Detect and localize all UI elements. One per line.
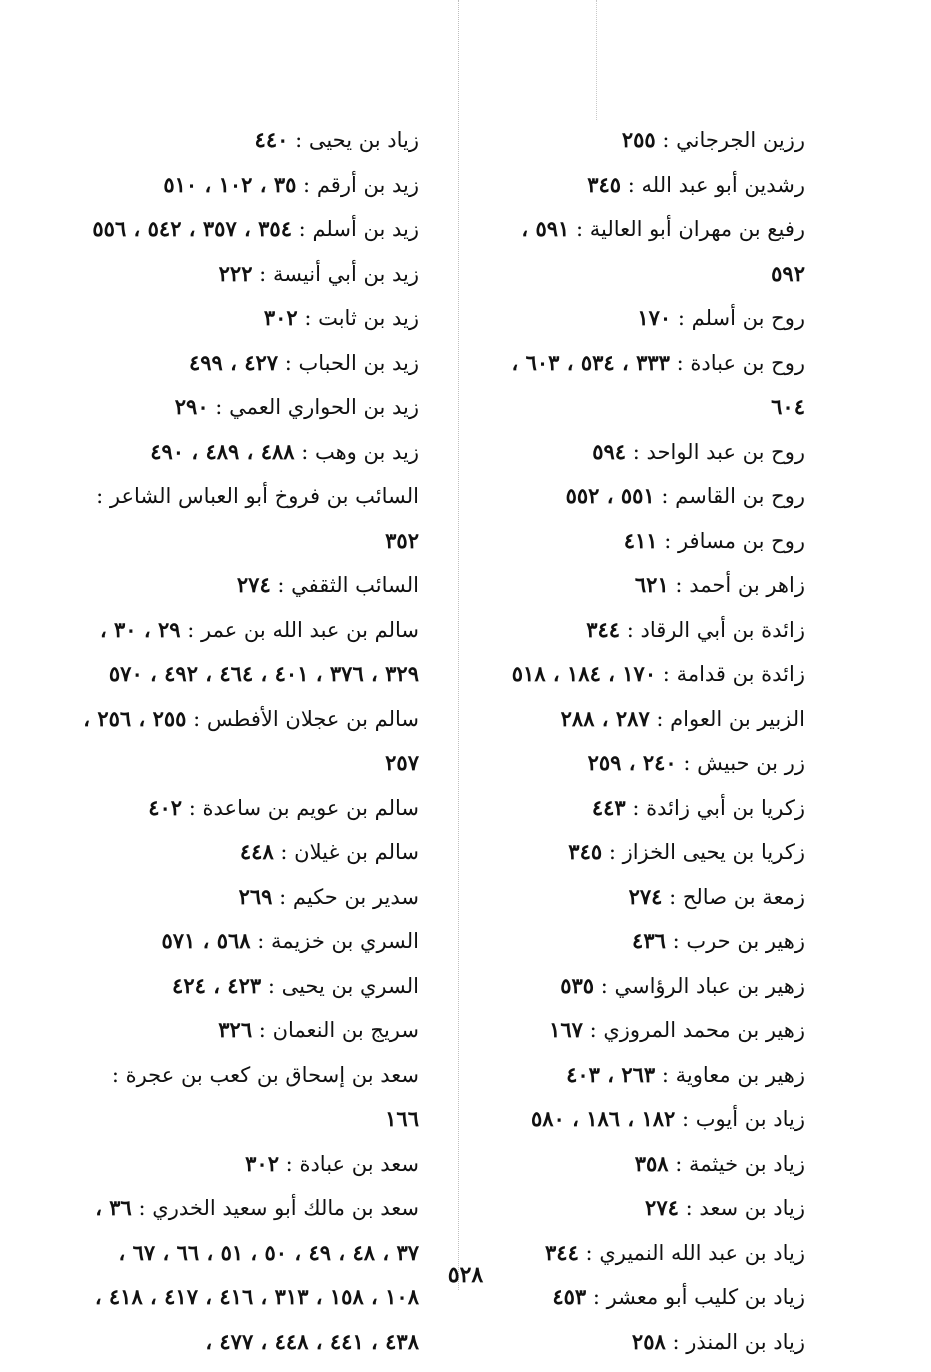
- entry-pages: ٢٦٩: [238, 883, 273, 909]
- index-entry: [490, 919, 805, 964]
- index-entry: [490, 1320, 805, 1365]
- entry-name: سالم بن عويم بن ساعدة: [202, 795, 419, 820]
- entry-pages: ٤٨٨ ، ٤٨٩ ، ٤٩٠: [150, 438, 295, 464]
- entry-name: روح بن أسلم: [691, 306, 805, 330]
- entry-separator: :: [252, 261, 273, 286]
- entry-pages: ٢٧٤: [628, 883, 663, 909]
- entry-pages: ٤١١: [623, 527, 658, 553]
- entry-name: سالم بن عبد الله بن عمر: [201, 617, 419, 642]
- index-entry: [490, 608, 805, 653]
- entry-separator: :: [297, 306, 319, 330]
- entry-separator: :: [668, 1151, 690, 1176]
- entry-separator: :: [582, 1018, 604, 1042]
- entry-separator: :: [671, 306, 692, 330]
- entry-pages: ٣٥٢: [385, 527, 419, 553]
- index-entry: [79, 1008, 419, 1053]
- entry-separator: :: [655, 128, 677, 152]
- entry-name: روح بن عبادة: [690, 350, 805, 375]
- entry-pages: ٣٢٦: [218, 1017, 253, 1042]
- index-entry: [490, 296, 805, 341]
- index-entry: [79, 608, 419, 697]
- index-entry: [490, 741, 805, 786]
- entry-name: سدير بن حكيم: [292, 884, 419, 909]
- entry-name: رشدين أبو عبد الله: [641, 172, 805, 197]
- entry-pages: ٤٥٣: [552, 1284, 587, 1309]
- index-entry: [490, 786, 805, 831]
- entry-name: زاهر بن أحمد: [689, 573, 805, 597]
- entry-separator: :: [654, 484, 676, 508]
- entry-name: زكريا بن أبي زائدة: [646, 795, 805, 820]
- index-entry: [490, 341, 805, 430]
- entry-pages: ٥٩١ ، ٥٩٢: [521, 216, 805, 286]
- entry-name: زيد بن أسلم: [312, 217, 419, 241]
- entry-separator: :: [250, 929, 272, 953]
- entry-name: روح بن القاسم: [675, 484, 805, 508]
- entry-pages: ٢٤٠ ، ٢٥٩: [587, 750, 677, 775]
- index-entry: [490, 1008, 805, 1053]
- entry-pages: ٥٥١ ، ٥٥٢: [565, 483, 655, 508]
- index-entry: [490, 1097, 805, 1142]
- entry-pages: ٣٠٢: [263, 305, 298, 330]
- entry-name: زر بن حبيش: [697, 751, 805, 775]
- entry-separator: :: [594, 973, 615, 998]
- entry-name: سعد بن مالك أبو سعيد الخدري: [152, 1196, 419, 1220]
- index-entry: [79, 1053, 419, 1142]
- entry-separator: :: [270, 573, 292, 597]
- index-entry: [79, 296, 419, 341]
- entry-separator: :: [569, 217, 590, 241]
- index-entry: [490, 207, 805, 296]
- entry-separator: :: [578, 1240, 600, 1265]
- index-entry: [79, 118, 419, 163]
- entry-pages: ٢٥٥: [621, 127, 656, 152]
- entry-pages: ٢٨٧ ، ٢٨٨: [560, 705, 650, 731]
- entry-name: زياد بن المنذر: [686, 1329, 805, 1354]
- index-entry: [79, 697, 419, 786]
- entry-name: زيد بن أرقم: [316, 172, 419, 197]
- entry-name: زائدة بن قدامة: [676, 662, 805, 686]
- entry-name: زمعة بن صالح: [682, 884, 805, 909]
- index-entry: [79, 875, 419, 920]
- index-entry: [490, 964, 805, 1009]
- entry-pages: ٤٢٣ ، ٤٢٤: [172, 972, 262, 998]
- entry-name: زيد بن أبي أنيسة: [272, 261, 419, 286]
- entry-pages: ٣٣٣ ، ٥٣٤ ، ٦٠٣ ، ٦٠٤: [511, 349, 805, 419]
- entry-separator: :: [620, 617, 641, 642]
- entry-pages: ٤٢٧ ، ٤٩٩: [188, 349, 279, 375]
- entry-separator: :: [278, 350, 299, 375]
- entry-separator: :: [294, 439, 315, 464]
- index-entry: [490, 163, 805, 208]
- entry-pages: ٢٦٣ ، ٤٠٣: [566, 1061, 656, 1087]
- entry-separator: :: [676, 751, 698, 775]
- entry-separator: :: [665, 929, 687, 953]
- entry-pages: ١٧٠: [637, 305, 672, 330]
- entry-separator: :: [655, 1062, 676, 1087]
- entry-pages: ١٦٧: [549, 1017, 583, 1042]
- entry-pages: ٢٢٢: [218, 260, 253, 286]
- entry-name: السري بن يحيى: [281, 973, 419, 998]
- entry-separator: :: [208, 395, 230, 419]
- entry-name: روح بن عبد الواحد: [646, 439, 805, 464]
- entry-name: زهير بن معاوية: [675, 1062, 805, 1087]
- entry-separator: :: [131, 1196, 153, 1220]
- entry-separator: :: [649, 706, 671, 731]
- entry-separator: :: [665, 1329, 687, 1354]
- entry-pages: ١٨٢ ، ١٨٦ ، ٥٨٠: [531, 1106, 676, 1131]
- entry-name: سعد بن عبادة: [299, 1151, 419, 1176]
- entry-name: زياد بن خيثمة: [689, 1151, 805, 1176]
- entry-pages: ٣٦ ، ٣٧ ، ٤٨ ، ٤٩ ، ٥٠ ، ٥١ ، ٦٦ ، ٦٧ ، ١٠٨ ، ١٥٨ ، ٣١٣ ، ٤١٦ ، ٤١٧ ، ٤١٨ ، ٤٣٨ ، ٤٤١ ، ٤٤٨ ، ٤٧٧ ،: [94, 1195, 419, 1354]
- entry-separator: :: [626, 439, 647, 464]
- entry-pages: ٢٧٤: [236, 572, 271, 597]
- entry-pages: ٢٧٤: [645, 1195, 679, 1220]
- entry-pages: ٤٤٨: [239, 839, 274, 864]
- entry-pages: ٣٤٥: [587, 171, 622, 197]
- entry-separator: :: [668, 573, 690, 597]
- entry-name: السري بن خزيمة: [271, 929, 419, 953]
- entry-name: زيد بن وهب: [314, 439, 419, 464]
- entry-pages: ٥٣٥: [560, 972, 595, 998]
- entry-separator: :: [182, 795, 203, 820]
- entry-separator: :: [296, 172, 317, 197]
- entry-pages: ٤٣٦: [632, 928, 666, 953]
- column-divider: [458, 0, 459, 1290]
- entry-name: زياد بن أيوب: [695, 1107, 805, 1131]
- entry-separator: :: [252, 1018, 273, 1042]
- entry-separator: :: [675, 1107, 696, 1131]
- entry-separator: :: [678, 1196, 700, 1220]
- index-entry: [490, 1186, 805, 1231]
- entry-pages: ٢٥٥ ، ٢٥٦ ، ٢٥٧: [83, 705, 419, 775]
- index-entry: [79, 919, 419, 964]
- index-entry: [79, 163, 419, 208]
- entry-separator: :: [261, 973, 282, 998]
- index-entry: [490, 1142, 805, 1187]
- entry-name: سريج بن النعمان: [272, 1018, 419, 1042]
- index-entry: [490, 474, 805, 519]
- entry-separator: :: [656, 662, 677, 686]
- index-entry: [490, 697, 805, 742]
- entry-name: زائدة بن أبي الرقاد: [640, 617, 805, 642]
- index-entry: [490, 118, 805, 163]
- entry-separator: :: [657, 528, 678, 553]
- entry-pages: ٤٤٣: [591, 794, 626, 820]
- index-entry: [490, 519, 805, 564]
- entry-name: زيد بن الحباب: [298, 350, 419, 375]
- entry-name: زهير بن محمد المروزي: [603, 1018, 805, 1042]
- entry-pages: ٢٩ ، ٣٠ ، ٣٢٩ ، ٣٧٦ ، ٤٠١ ، ٤٦٤ ، ٤٩٢ ، ٥٧٠: [99, 616, 419, 686]
- entry-name: سالم بن غيلان: [294, 840, 419, 864]
- entry-separator: :: [621, 172, 642, 197]
- entry-name: سالم بن عجلان الأفطس: [206, 706, 419, 731]
- entry-pages: ٦٢١: [634, 572, 669, 597]
- entry-name: سعد بن إسحاق بن كعب بن عجرة: [125, 1062, 419, 1087]
- page-number: ٥٢٨: [447, 1262, 484, 1288]
- entry-pages: ٣٤٥: [568, 839, 603, 864]
- entry-pages: ٢٥٨: [631, 1328, 666, 1354]
- entry-separator: :: [292, 217, 313, 241]
- entry-pages: ٣٤٤: [545, 1239, 579, 1265]
- entry-pages: ٣٥٨: [634, 1150, 669, 1176]
- entry-name: الزبير بن العوام: [670, 706, 805, 731]
- index-column-right: [490, 118, 805, 1364]
- entry-separator: :: [669, 350, 691, 375]
- entry-name: زهير بن عباد الرؤاسي: [614, 973, 805, 998]
- index-entry: [79, 252, 419, 297]
- entry-name: زياد بن سعد: [699, 1196, 805, 1220]
- entry-name: زياد بن كليب أبو معشر: [606, 1285, 805, 1309]
- index-entry: [490, 830, 805, 875]
- entry-separator: :: [279, 1151, 300, 1176]
- index-entry: [79, 474, 419, 563]
- entry-pages: ٥٦٨ ، ٥٧١: [161, 928, 251, 953]
- entry-name: رزين الجرجاني: [676, 128, 805, 152]
- entry-pages: ٣٥ ، ١٠٢ ، ٥١٠: [163, 171, 297, 197]
- entry-name: زكريا بن يحيى الخزاز: [622, 840, 805, 864]
- entry-separator: :: [625, 795, 647, 820]
- index-entry: [79, 430, 419, 475]
- index-entry: [490, 430, 805, 475]
- entry-pages: ٤٠٢: [148, 794, 183, 820]
- entry-separator: :: [273, 840, 295, 864]
- index-column-left: [79, 118, 419, 1364]
- index-entry: [490, 875, 805, 920]
- entry-name: رفيع بن مهران أبو العالية: [589, 217, 805, 241]
- entry-separator: :: [662, 884, 683, 909]
- index-entry: [490, 652, 805, 697]
- entry-pages: ١٦٦: [385, 1106, 419, 1131]
- entry-separator: :: [111, 1062, 126, 1087]
- entry-separator: :: [186, 706, 207, 731]
- index-entry: [79, 385, 419, 430]
- page-edge-line: [596, 0, 597, 120]
- index-entry: [79, 1142, 419, 1187]
- entry-pages: ٣٥٤ ، ٣٥٧ ، ٥٤٢ ، ٥٥٦: [92, 216, 292, 241]
- entry-pages: ٤٤٠: [254, 127, 289, 152]
- entry-name: السائب بن فروخ أبو العباس الشاعر: [109, 484, 419, 508]
- entry-name: زيد بن ثابت: [318, 306, 419, 330]
- index-entry: [490, 563, 805, 608]
- index-entry: [79, 563, 419, 608]
- entry-separator: :: [288, 128, 309, 152]
- entry-separator: :: [272, 884, 293, 909]
- entry-name: زهير بن حرب: [686, 929, 805, 953]
- entry-separator: :: [96, 484, 110, 508]
- index-entry: [79, 964, 419, 1009]
- entry-pages: ٢٩٠: [174, 394, 209, 419]
- entry-name: روح بن مسافر: [677, 528, 805, 553]
- entry-pages: ٣٤٤: [586, 616, 621, 642]
- entry-name: زياد بن يحيى: [308, 128, 419, 152]
- index-entry: [79, 786, 419, 831]
- entry-name: زيد بن الحواري العمي: [229, 395, 419, 419]
- entry-pages: ٥٩٤: [592, 438, 627, 464]
- entry-separator: :: [586, 1285, 607, 1309]
- index-entry: [490, 1053, 805, 1098]
- index-entry: [79, 830, 419, 875]
- entry-pages: ١٧٠ ، ١٨٤ ، ٥١٨: [511, 661, 657, 686]
- entry-separator: :: [602, 840, 623, 864]
- entry-pages: ٣٠٢: [245, 1150, 279, 1176]
- index-entry: [79, 341, 419, 386]
- entry-name: زياد بن عبد الله النميري: [599, 1240, 805, 1265]
- entry-name: السائب الثقفي: [291, 573, 419, 597]
- entry-separator: :: [180, 617, 201, 642]
- index-entry: [79, 207, 419, 252]
